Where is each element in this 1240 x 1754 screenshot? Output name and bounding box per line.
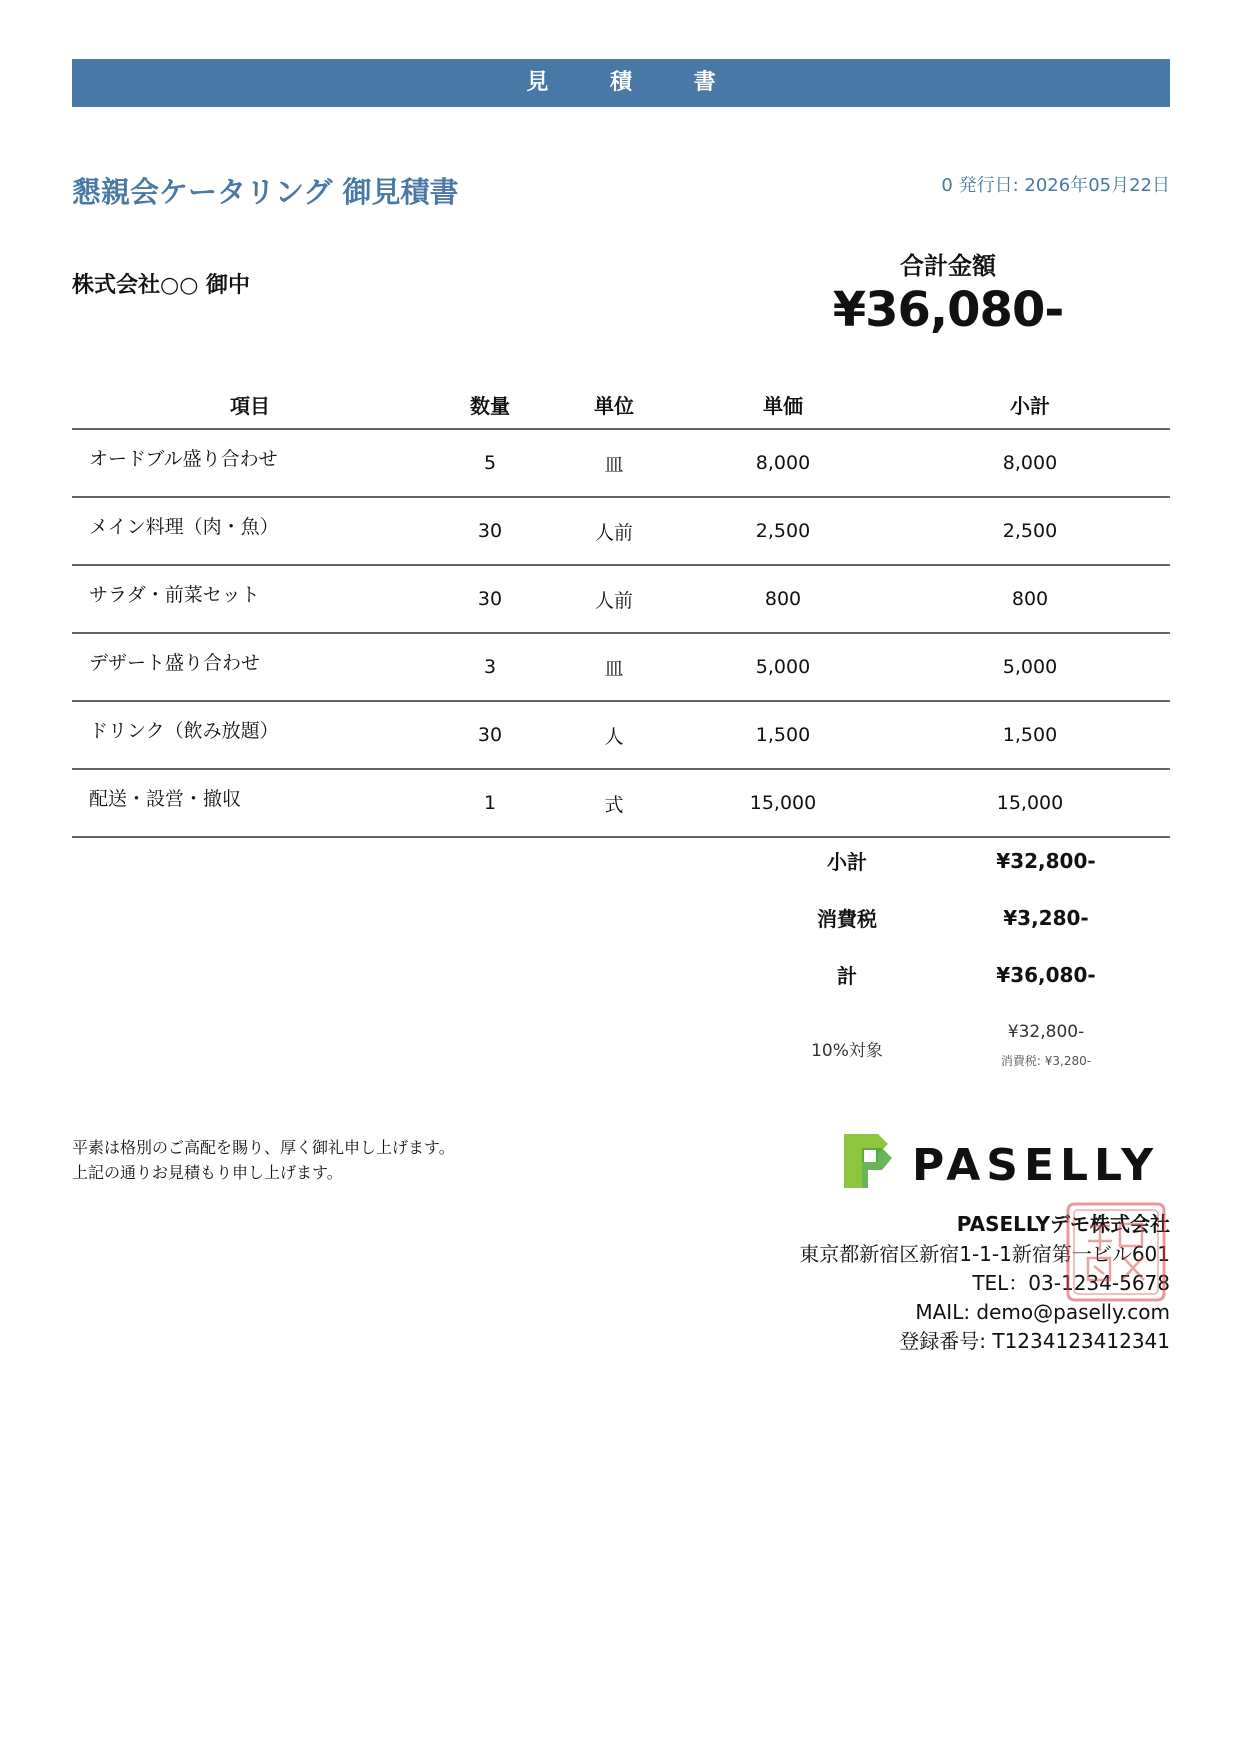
column-header-unit-price: 単価 <box>676 380 890 429</box>
total-label: 計 <box>837 964 857 988</box>
item-name: メイン料理（肉・魚） <box>72 497 428 565</box>
summary-row-tax <box>752 889 1150 946</box>
tax-rate-base: ¥32,800- <box>1007 1022 1085 1042</box>
issuer-registration: 登録番号: T1234123412341 <box>899 1329 1170 1353</box>
subtotal-value: ¥32,800- <box>996 848 1096 873</box>
item-name: デザート盛り合わせ <box>72 633 428 701</box>
item-quantity: 30 <box>428 701 552 769</box>
paselly-logo-icon <box>844 1134 892 1188</box>
item-unit: 人前 <box>552 565 676 633</box>
item-subtotal: 5,000 <box>890 633 1170 701</box>
note-line: 上記の通りお見積もり申し上げます。 <box>72 1163 343 1182</box>
item-quantity: 5 <box>428 429 552 497</box>
item-name: 配送・設営・撤収 <box>72 769 428 837</box>
column-header-quantity: 数量 <box>428 380 552 429</box>
summary-row-total <box>752 946 1150 1003</box>
item-unit-price: 8,000 <box>676 429 890 497</box>
line-items-table <box>72 380 1170 838</box>
item-unit: 皿 <box>552 633 676 701</box>
table-header-row <box>72 380 1170 429</box>
item-name: ドリンク（飲み放題） <box>72 701 428 769</box>
item-unit: 式 <box>552 769 676 837</box>
column-header-unit: 単位 <box>552 380 676 429</box>
item-quantity: 1 <box>428 769 552 837</box>
issuer-tel: TEL：03-1234-5678 <box>972 1271 1170 1295</box>
item-quantity: 3 <box>428 633 552 701</box>
item-unit: 人 <box>552 701 676 769</box>
tax-label: 消費税 <box>817 907 877 931</box>
issue-date: 0 発行日: 2026年05月22日 <box>941 175 1170 196</box>
item-unit-price: 1,500 <box>676 701 890 769</box>
item-unit-price: 2,500 <box>676 497 890 565</box>
document-title: 懇親会ケータリング 御見積書 <box>72 175 459 209</box>
grand-total-label: 合計金額 <box>900 252 996 280</box>
column-header-item: 項目 <box>72 380 428 429</box>
issuer-mail: MAIL: demo@paselly.com <box>915 1300 1170 1324</box>
total-value: ¥36,080- <box>996 962 1096 987</box>
tax-value: ¥3,280- <box>1003 905 1089 930</box>
item-subtotal: 1,500 <box>890 701 1170 769</box>
table-row <box>72 633 1170 701</box>
item-subtotal: 8,000 <box>890 429 1170 497</box>
closing-notes <box>72 1135 455 1185</box>
logo-wordmark: PASELLY <box>912 1140 1160 1191</box>
item-subtotal: 15,000 <box>890 769 1170 837</box>
column-header-subtotal: 小計 <box>890 380 1170 429</box>
table-row <box>72 701 1170 769</box>
grand-total-amount: ¥36,080- <box>832 282 1064 338</box>
paselly-logo <box>838 1130 1173 1194</box>
item-unit-price: 15,000 <box>676 769 890 837</box>
issuer-address: 東京都新宿区新宿1-1-1新宿第一ビル601 <box>799 1242 1170 1266</box>
item-quantity: 30 <box>428 497 552 565</box>
item-name: オードブル盛り合わせ <box>72 429 428 497</box>
table-row <box>72 429 1170 497</box>
table-row <box>72 565 1170 633</box>
item-unit-price: 5,000 <box>676 633 890 701</box>
item-quantity: 30 <box>428 565 552 633</box>
tax-rate-tax: 消費税: ¥3,280- <box>1000 1054 1092 1068</box>
item-subtotal: 2,500 <box>890 497 1170 565</box>
table-row <box>72 497 1170 565</box>
issuer-name: PASELLYデモ株式会社 <box>956 1212 1170 1236</box>
item-unit: 人前 <box>552 497 676 565</box>
tax-rate-label: 10%対象 <box>811 1041 883 1061</box>
item-name: サラダ・前菜セット <box>72 565 428 633</box>
item-unit-price: 800 <box>676 565 890 633</box>
note-line: 平素は格別のご高配を賜り、厚く御礼申し上げます。 <box>72 1138 455 1157</box>
company-seal-stamp <box>1060 1196 1172 1308</box>
document-type-banner: 見 積 書 <box>72 59 1170 107</box>
item-unit: 皿 <box>552 429 676 497</box>
item-subtotal: 800 <box>890 565 1170 633</box>
totals-summary <box>752 832 1150 1003</box>
subtotal-label: 小計 <box>827 850 867 874</box>
summary-row-subtotal <box>752 832 1150 889</box>
client-name: 株式会社○○ 御中 <box>72 273 251 298</box>
table-row <box>72 769 1170 837</box>
